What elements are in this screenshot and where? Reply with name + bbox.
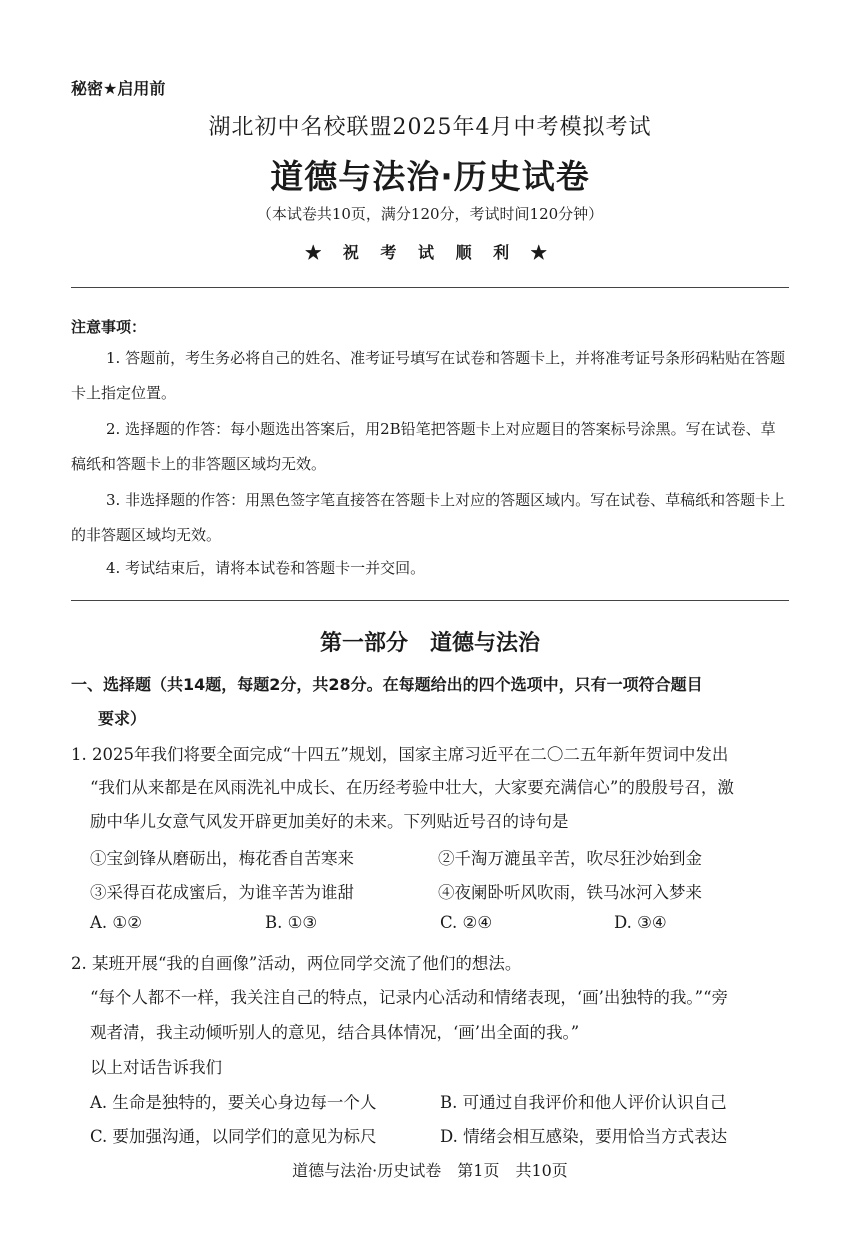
notice-item-1: 1. 答题前，考生务必将自己的姓名、准考证号填写在试卷和答题卡上，并将准考证号条形码粘贴在答题卡上指定位置。	[71, 349, 786, 402]
divider-top	[71, 287, 789, 288]
q1-option-4: ④夜阑卧听风吹雨，铁马冰河入梦来	[438, 883, 702, 902]
q1-option-1: ①宝剑锋从磨砺出，梅花香自苦寒来	[90, 849, 354, 868]
q1-choice-a: A. ①②	[90, 913, 142, 932]
section-heading-line2: 要求）	[98, 709, 147, 728]
divider-bottom	[71, 600, 789, 601]
part-title: 第一部分 道德与法治	[319, 631, 540, 656]
q1-option-3: ③采得百花成蜜后，为谁辛苦为谁甜	[90, 883, 354, 902]
confidential-mark: 秘密★启用前	[71, 79, 166, 98]
q1-stem-line1: 1. 2025年我们将要全面完成“十四五”规划，国家主席习近平在二〇二五年新年贺词中发出	[71, 745, 729, 764]
notice-item-4: 4. 考试结束后，请将本试卷和答题卡一并交回。	[106, 559, 426, 577]
q2-choice-c: C. 要加强沟通，以同学们的意见为标尺	[90, 1127, 377, 1146]
good-luck-line: ★ 祝 考 试 顺 利 ★	[305, 243, 555, 262]
paper-title: 道德与法治·历史试卷	[270, 157, 590, 196]
q2-stem-line1: 2. 某班开展“我的自画像”活动，两位同学交流了他们的想法。	[71, 954, 522, 973]
q1-option-2: ②千淘万漉虽辛苦，吹尽狂沙始到金	[438, 849, 702, 868]
notice-item-2: 2. 选择题的作答：每小题选出答案后，用2B铅笔把答题卡上对应题目的答案标号涂黑。写在试卷、草稿纸和答题卡上的非答题区域均无效。	[71, 420, 776, 473]
q2-choice-b: B. 可通过自我评价和他人评价认识自己	[440, 1093, 727, 1112]
q2-choice-d: D. 情绪会相互感染，要用恰当方式表达	[440, 1127, 728, 1146]
q1-choice-b: B. ①③	[265, 913, 318, 932]
q2-quote-line1: “每个人都不一样，我关注自己的特点，记录内心活动和情绪表现，‘画’出独特的我。”“旁	[90, 988, 729, 1007]
q2-quote-line2: 观者清，我主动倾听别人的意见，结合具体情况，‘画’出全面的我。”	[90, 1023, 580, 1042]
q2-choice-a: A. 生命是独特的，要关心身边每一个人	[90, 1093, 377, 1112]
notice-item-3: 3. 非选择题的作答：用黑色签字笔直接答在答题卡上对应的答题区域内。写在试卷、草稿纸和答题卡上的非答题区域均无效。	[71, 491, 786, 544]
q1-stem-line2: “我们从来都是在风雨洗礼中成长、在历经考验中壮大，大家要充满信心”的殷殷号召，激	[90, 778, 734, 797]
section-heading	[71, 668, 789, 736]
q1-choice-d: D. ③④	[614, 913, 667, 932]
q1-choice-c: C. ②④	[440, 913, 493, 932]
section-heading-line1: 一、选择题（共14题，每题2分，共28分。在每题给出的四个选项中，只有一项符合题目	[71, 675, 703, 694]
notice-title: 注意事项：	[71, 318, 147, 336]
q2-prompt: 以上对话告诉我们	[90, 1058, 222, 1077]
exam-info: （本试卷共10页，满分120分，考试时间120分钟）	[256, 205, 604, 223]
page-footer: 道德与法治·历史试卷 第1页 共10页	[292, 1161, 568, 1180]
exam-title: 湖北初中名校联盟2025年4月中考模拟考试	[208, 115, 652, 140]
q1-stem-line3: 励中华儿女意气风发开辟更加美好的未来。下列贴近号召的诗句是	[90, 812, 569, 831]
